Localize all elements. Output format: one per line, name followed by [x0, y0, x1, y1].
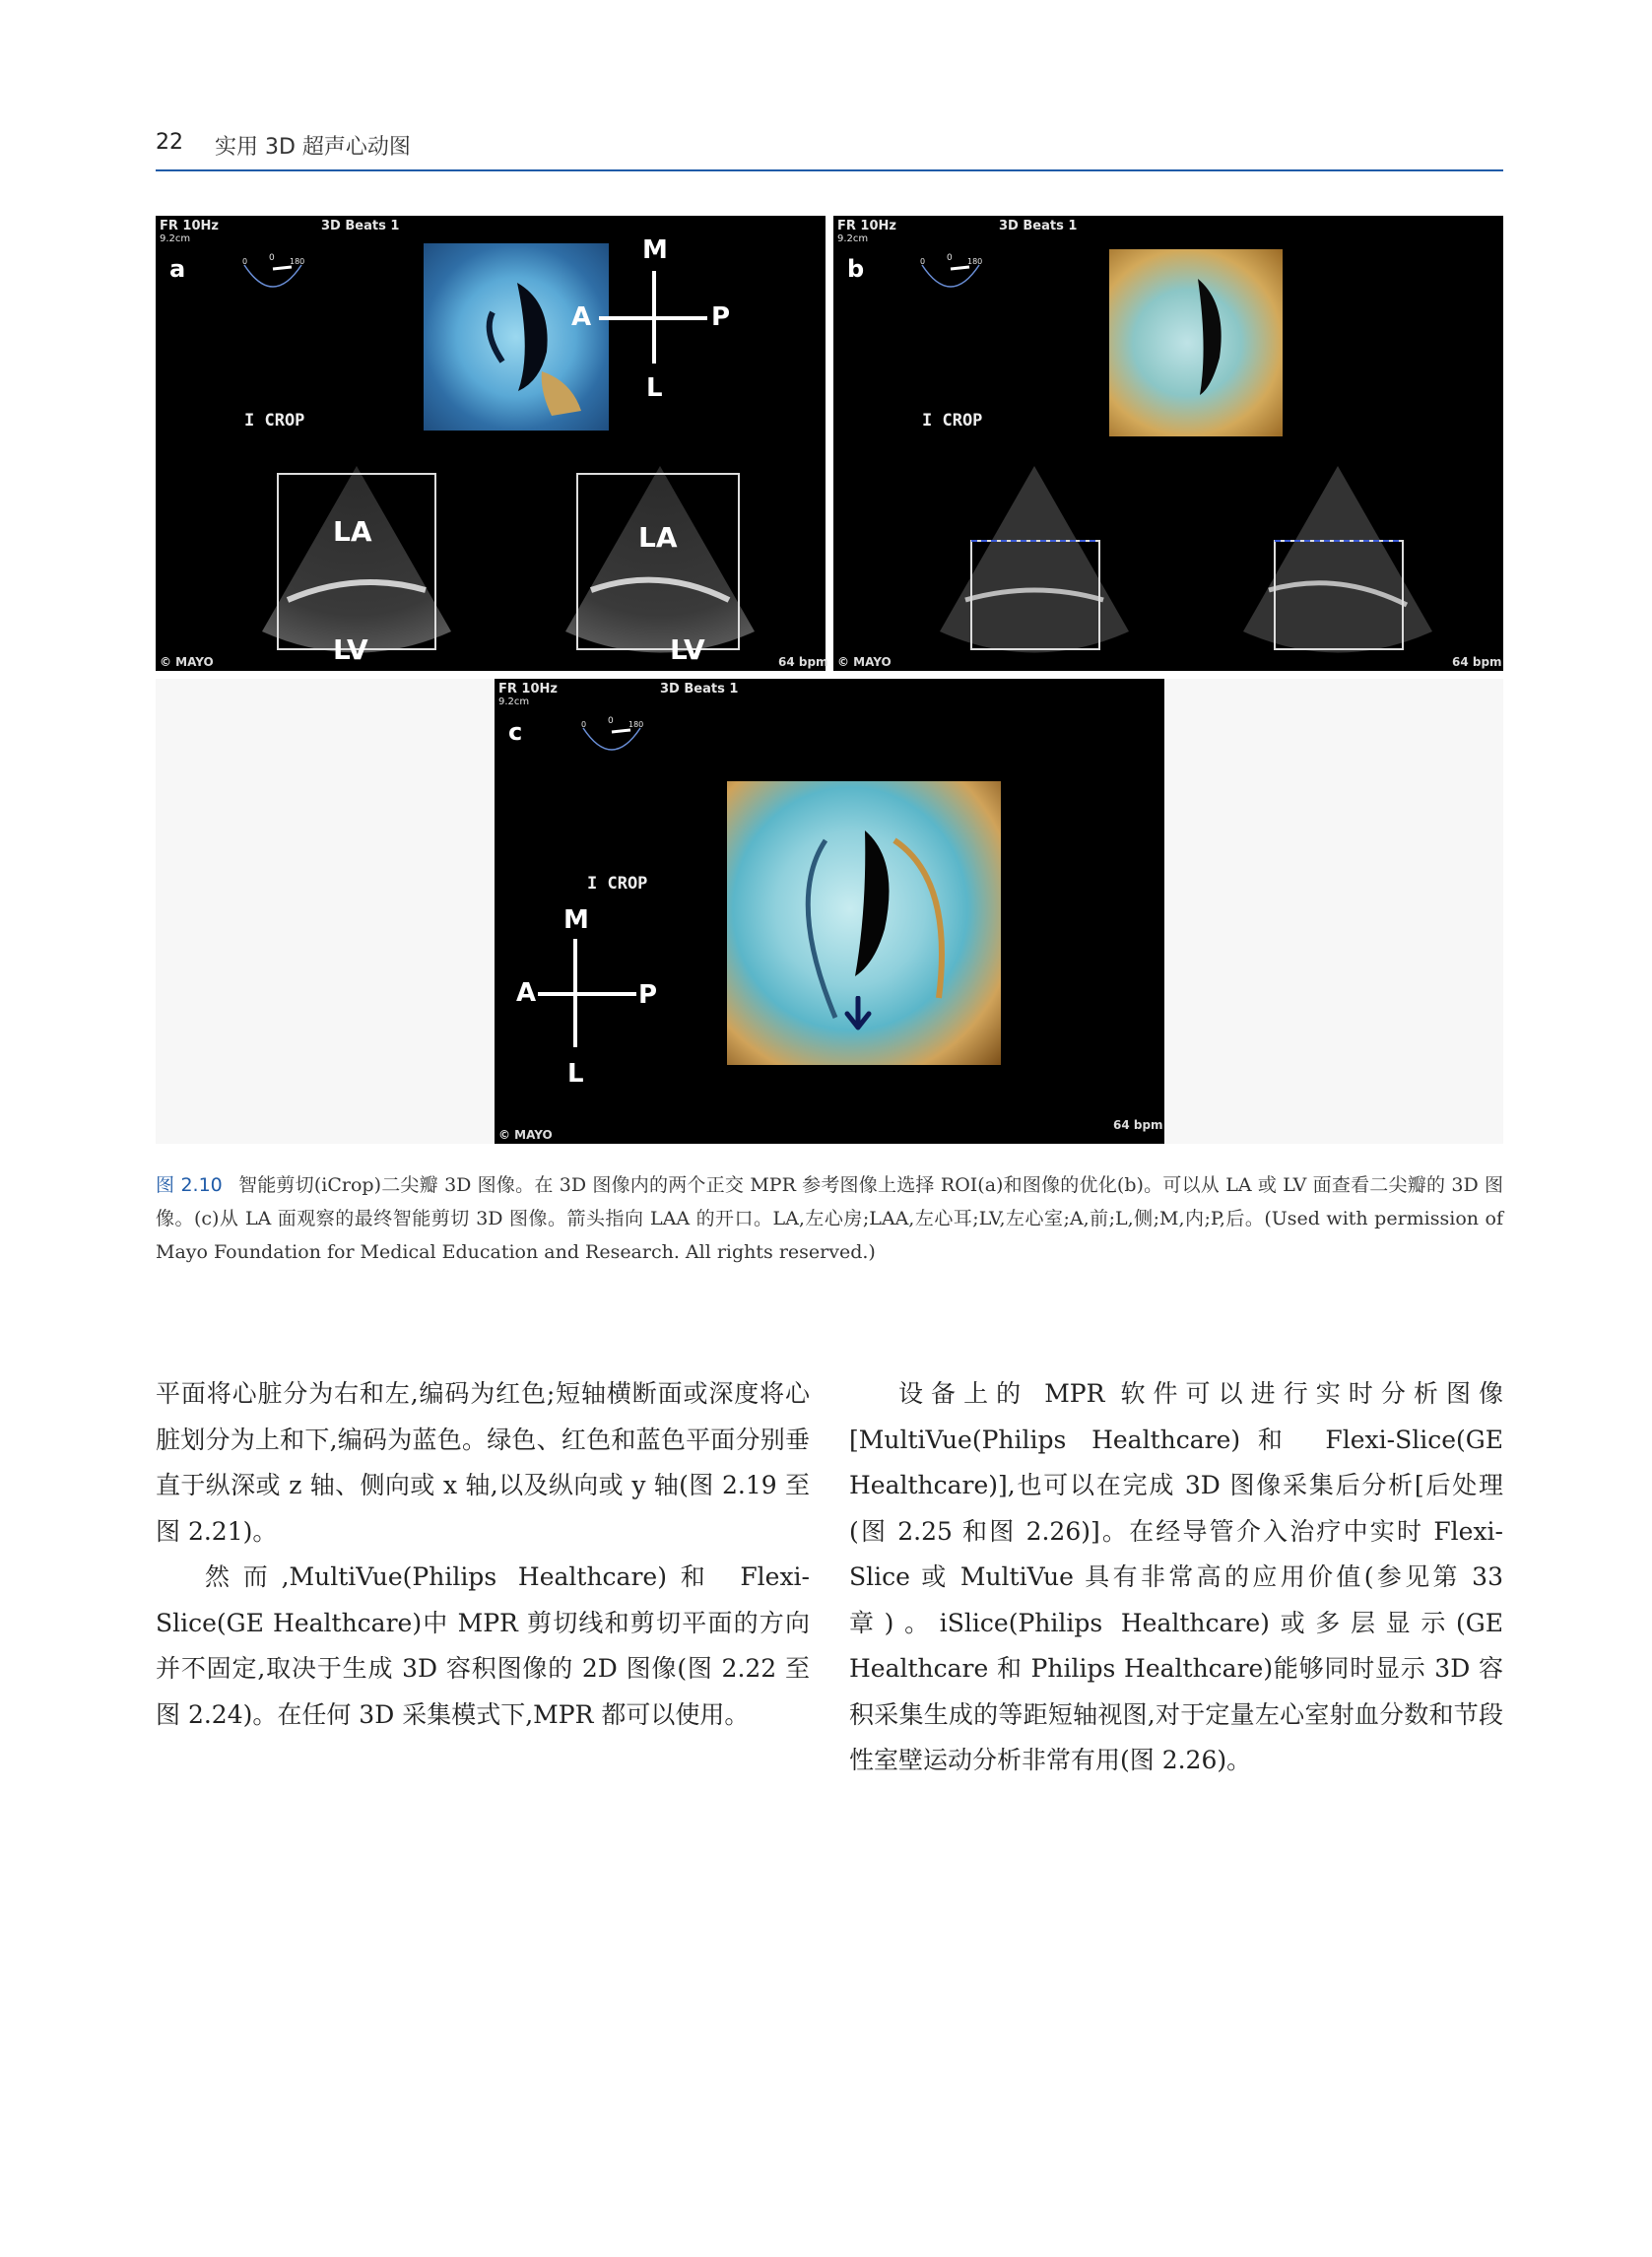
mitral-3d-render	[1109, 249, 1283, 436]
lv-label-right: LV	[670, 633, 705, 666]
la-label-right: LA	[638, 521, 678, 554]
angle-mid: 0	[608, 716, 614, 726]
running-title: 实用 3D 超声心动图	[215, 135, 411, 160]
header-rule	[156, 169, 1503, 171]
axis-posterior-label: P	[711, 302, 731, 332]
mitral-3d-render	[727, 781, 1001, 1065]
heart-rate-a: 64 bpm	[778, 655, 828, 669]
mayo-copyright: © MAYO	[837, 655, 892, 669]
axis-posterior-label: P	[638, 980, 658, 1010]
axis-anterior-label: A	[516, 978, 537, 1008]
orientation-axis	[508, 905, 656, 1102]
panel-letter: c	[508, 718, 523, 746]
figure-panel-c	[495, 679, 1164, 1144]
caption-text: 智能剪切(iCrop)二尖瓣 3D 图像。在 3D 图像内的两个正交 MPR 参考图像上选择 ROI(a)和图像的优化(b)。可以从 LA 或 LV 面查看二尖瓣的 3D 图像。(c)从 LA 面观察的最终智能剪切 3D 图像。箭头指向 LAA 的开口。LA,左心房;LAA,左心耳;LV,左心室;A,前;L,侧;M,内;P,后。(Used with permission of Mayo Foundation for Medical Education and Research. All rights reserved.)	[156, 1174, 1503, 1263]
depth: 9.2cm	[837, 233, 869, 244]
page-number: 22	[156, 130, 183, 155]
heart-rate: 64 bpm	[1113, 1118, 1163, 1132]
mpr-view-left	[936, 462, 1133, 671]
angle-max: 180	[967, 257, 983, 266]
arrow-down-icon	[843, 996, 873, 1031]
axis-anterior-label: A	[571, 302, 592, 332]
angle-min: 0	[920, 257, 926, 266]
i-crop-label: I CROP	[244, 411, 305, 431]
beats-label: 3D Beats 1	[660, 682, 739, 697]
axis-lateral-label: L	[567, 1059, 584, 1089]
frame-rate: FR 10Hz	[160, 219, 219, 233]
caption-label: 图 2.10	[156, 1174, 223, 1196]
mayo-copyright: © MAYO	[160, 655, 214, 669]
figure-caption	[156, 1168, 1503, 1269]
figure-panel-a	[156, 216, 826, 671]
axis-medial-label: M	[642, 235, 668, 265]
panel-letter: b	[847, 255, 865, 283]
paragraph: 平面将心脏分为右和左,编码为红色;短轴横断面或深度将心脏划分为上和下,编码为蓝色。绿色、红色和蓝色平面分别垂直于纵深或 z 轴、侧向或 x 轴,以及纵向或 y 轴(图 2.19 至图 2.21)。	[156, 1379, 810, 1546]
depth: 9.2cm	[498, 697, 530, 707]
angle-min: 0	[581, 720, 587, 729]
angle-mid: 0	[947, 253, 953, 263]
la-label-left: LA	[333, 515, 372, 548]
orientation-axis	[569, 235, 737, 423]
angle-mid: 0	[269, 253, 275, 263]
running-header	[156, 130, 1503, 169]
panel-letter: a	[169, 255, 186, 283]
lv-label-left: LV	[333, 633, 368, 666]
mayo-copyright: © MAYO	[498, 1128, 553, 1142]
depth: 9.2cm	[160, 233, 191, 244]
frame-rate: FR 10Hz	[498, 682, 558, 697]
paragraph: 然而,MultiVue(Philips Healthcare)和 Flexi-Slice(GE Healthcare)中 MPR 剪切线和剪切平面的方向并不固定,取决于生成 3D 容积图像的 2D 图像(图 2.22 至图 2.24)。在任何 3D 采集模式下,MPR 都可以使用。	[156, 1562, 810, 1729]
body-column-right	[849, 1371, 1503, 1784]
mpr-view-right	[562, 462, 759, 671]
beats-label: 3D Beats 1	[999, 219, 1078, 233]
mpr-view-right	[1239, 462, 1436, 671]
i-crop-label: I CROP	[587, 874, 648, 894]
frame-rate: FR 10Hz	[837, 219, 896, 233]
angle-max: 180	[290, 257, 305, 266]
axis-lateral-label: L	[646, 373, 663, 403]
body-column-left	[156, 1371, 810, 1738]
heart-rate: 64 bpm	[1452, 655, 1502, 669]
axis-medial-label: M	[563, 905, 589, 935]
figure-panel-b	[833, 216, 1503, 671]
paragraph: 设备上的 MPR 软件可以进行实时分析图像[MultiVue(Philips Healthcare)和 Flexi-Slice(GE Healthcare)],也可以在完成 3D 图像采集后分析[后处理(图 2.25 和图 2.26)]。在经导管介入治疗中实时 Flexi-Slice 或 MultiVue 具有非常高的应用价值(参见第 33 章)。iSlice(Philips Healthcare)或多层显示(GE Healthcare 和 Philips Healthcare)能够同时显示 3D 容积采集生成的等距短轴视图,对于定量左心室射血分数和节段性室壁运动分析非常有用(图 2.26)。	[849, 1379, 1503, 1774]
angle-max: 180	[628, 720, 644, 729]
i-crop-label: I CROP	[922, 411, 983, 431]
beats-label: 3D Beats 1	[321, 219, 400, 233]
angle-min: 0	[242, 257, 248, 266]
